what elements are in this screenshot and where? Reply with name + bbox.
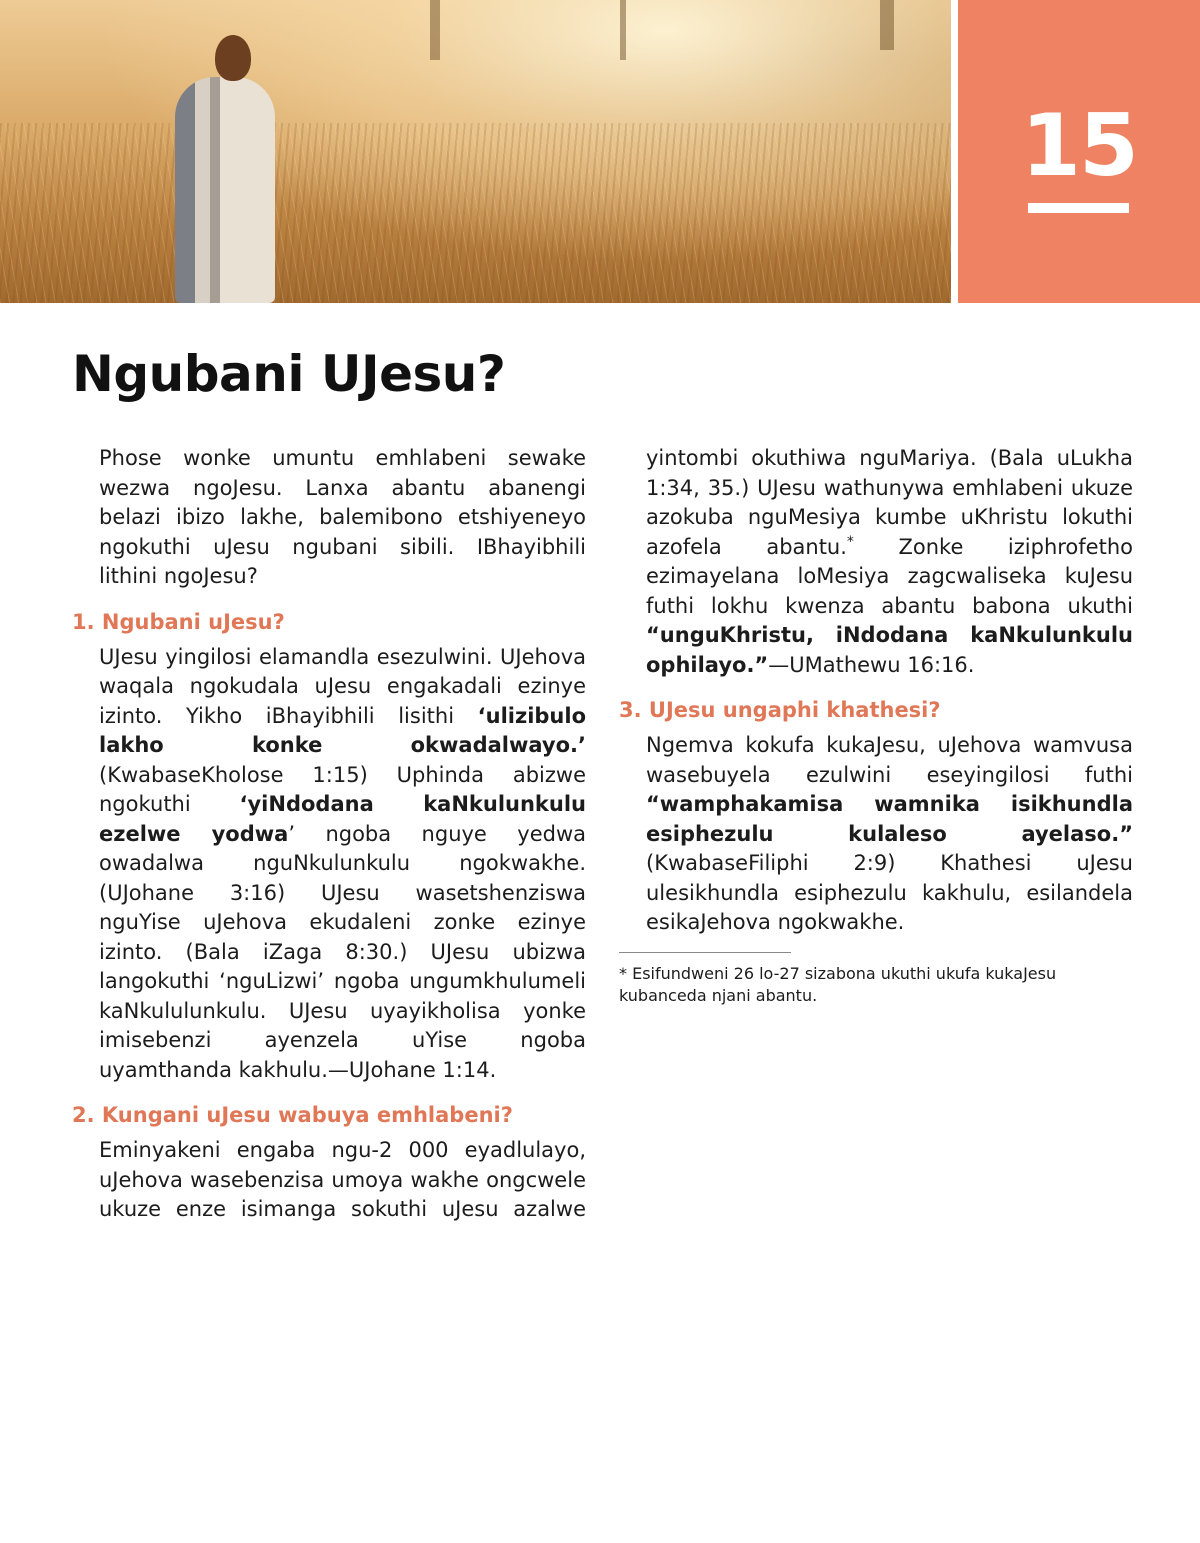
section-heading-1: 1. Ngubani uJesu? <box>72 609 285 634</box>
section-3-paragraph <box>646 731 1133 938</box>
footnote-divider <box>619 952 791 953</box>
robe <box>175 77 275 303</box>
page-title: Ngubani UJesu? <box>72 345 506 403</box>
bold-quote: “unguKhristu, iNdodana kaNkulunkulu ophilayo.” <box>646 623 1133 677</box>
hero-photo-jesus-walking-in-field <box>0 0 951 303</box>
chapter-number-box <box>958 0 1200 303</box>
section-heading-3: 3. UJesu ungaphi khathesi? <box>619 698 941 722</box>
bold-quote: “wamphakamisa wamnika isikhundla esiphezulu kulaleso ayelaso.” <box>646 792 1133 846</box>
bold-quote: ‘ulizibulo lakho konke okwadalwayo.’ <box>99 703 586 757</box>
text: ’ ngoba nguye yedwa owadalwa nguNkulunkulu ngokwakhe. (UJohane 3:16) UJesu wasetshenziswa nguYise uJehova ekudaleni zonke ezinye izinto. (Bala iZaga 8:30.) UJesu ubizwa langokuthi ‘nguLizwi’ ngoba ungumkhulumeli kaNkululunkulu. UJesu uyayikholisa yonke imisebenzi ayenzela uYise ngoba uyamthanda kakhulu.—UJohane 1:14. <box>99 821 586 1082</box>
text: Zonke iziphrofetho ezimayelana loMesiya zagcwaliseka kuJesu futhi lokhu kwenza abantu babona ukuthi <box>646 534 1133 618</box>
text: (KwabaseFiliphi 2:9) Khathesi uJesu ulesikhundla esiphezulu kakhulu, esilandela esikaJehova ngokwakhe. <box>646 851 1133 934</box>
tree-trunk <box>430 0 440 60</box>
footnote-marker[interactable]: * <box>846 533 854 550</box>
bold-quote: ‘yiNdodana kaNkulunkulu ezelwe yodwa <box>99 792 586 846</box>
text: —UMathewu 16:16. <box>768 652 975 677</box>
head <box>215 35 251 81</box>
jesus-figure <box>165 35 275 303</box>
article-body-two-columns <box>72 444 1133 1234</box>
text: Ngemva kokufa kukaJesu, uJehova wamvusa wasebuyela ezulwini eseyingilosi futhi <box>646 733 1133 787</box>
intro-paragraph: Phose wonke umuntu emhlabeni sewake wezwa ngoJesu. Lanxa abantu abanengi belazi ibizo lakhe, balemibono etshiyeneyo ngokuthi uJesu ngubani sibili. IBhayibhili lithini ngoJesu? <box>99 446 586 588</box>
grass-texture <box>0 123 951 303</box>
text: Eminyakeni engaba ngu-2 000 eyadlulayo, uJehova wasebenzisa umoya wakhe ongcwele ukuze enze isimanga sokuthi uJesu azalwe yintombi okuthiwa nguMariya. (Bala uLukha 1:34, 35.) UJesu wathunywa emhlabeni ukuze azokuba nguMesiya kumbe uKhristu lokuthi azofela abantu. <box>99 446 1133 1221</box>
footnote: * Esifundweni 26 lo-27 sizabona ukuthi ukufa kukaJesu kubanceda njani abantu. <box>619 963 1057 1005</box>
text: UJesu yingilosi elamandla esezulwini. UJehova waqala ngokudala uJesu engakadali ezinye izinto. Yikho iBhayibhili lisithi <box>99 644 586 728</box>
section-1-paragraph <box>99 643 586 1086</box>
text: (KwabaseKholose 1:15) Uphinda abizwe ngokuthi <box>99 762 586 816</box>
section-heading-2: 2. Kungani uJesu wabuya emhlabeni? <box>72 1103 513 1127</box>
chapter-underline <box>1028 203 1129 213</box>
tree-trunk <box>620 0 626 60</box>
tree-trunk <box>880 0 894 50</box>
chapter-number: 15 <box>1021 96 1137 196</box>
